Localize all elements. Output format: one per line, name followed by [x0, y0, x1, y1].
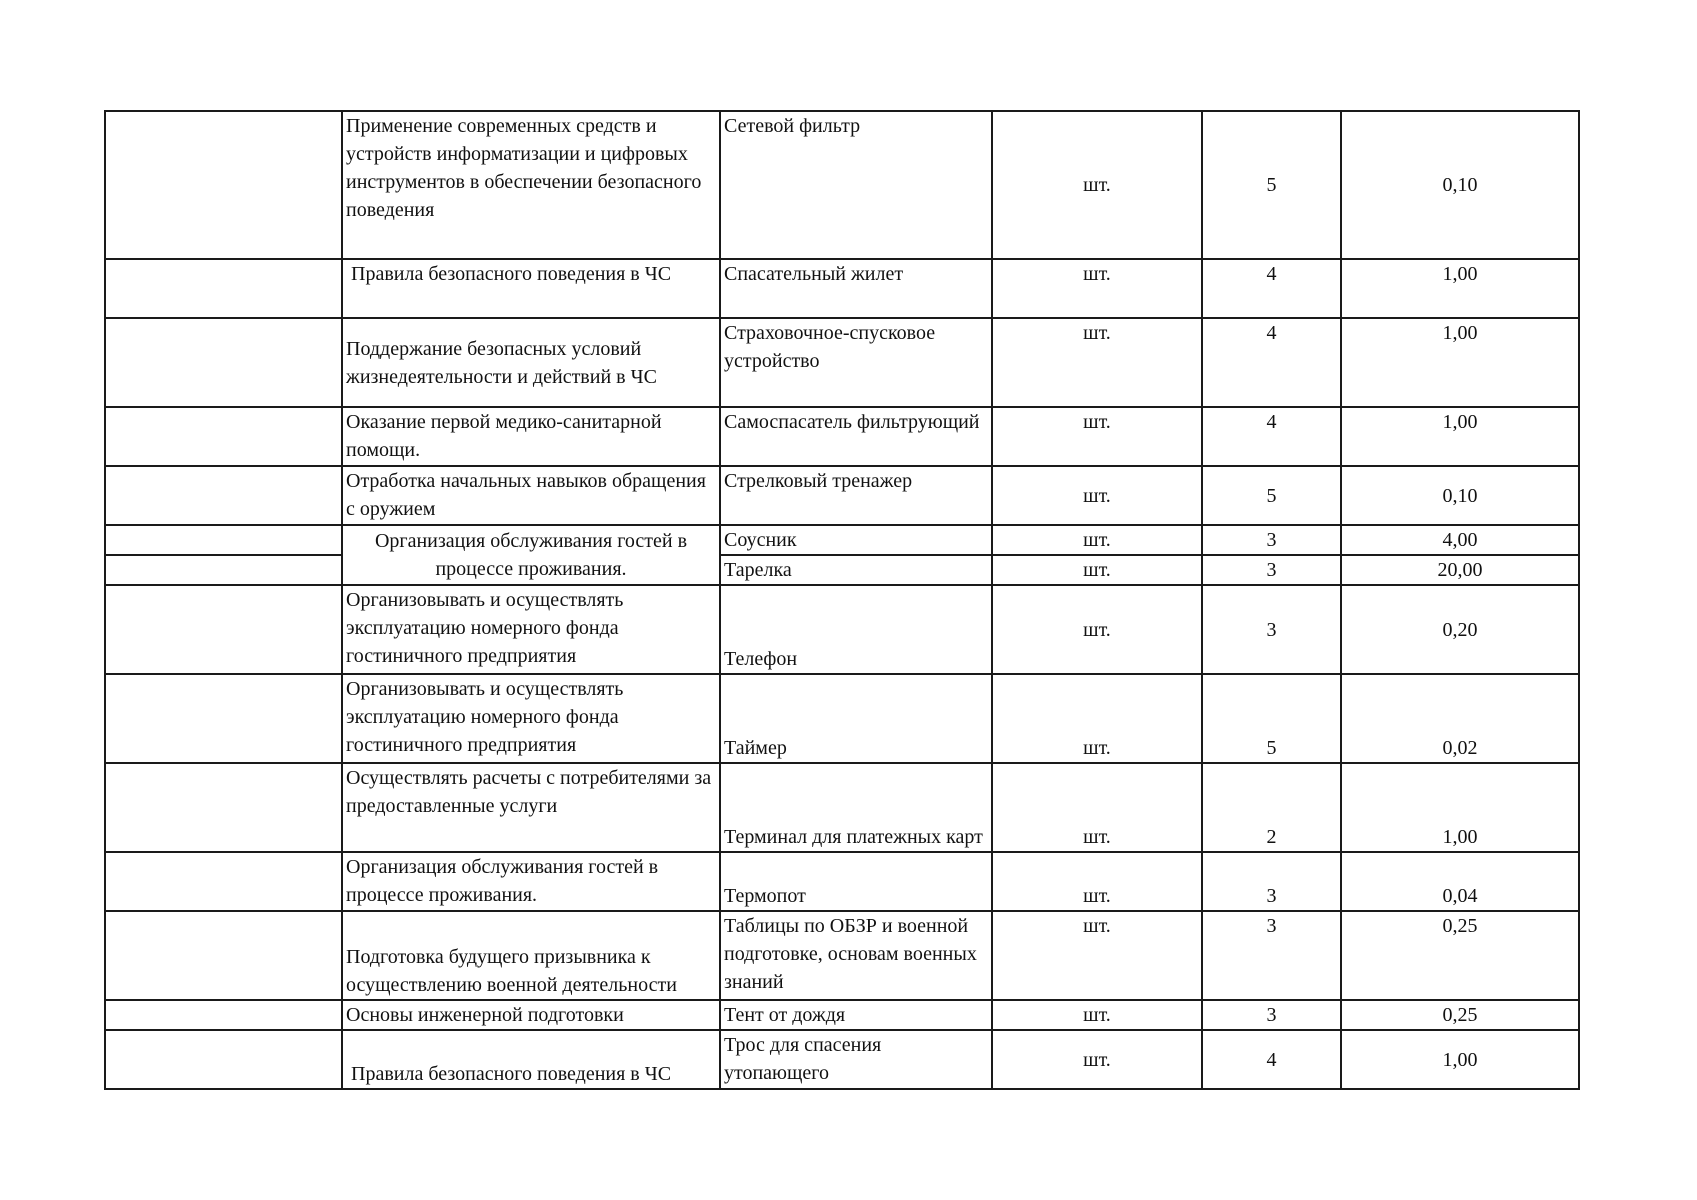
- item-cell: Терминал для платежных карт: [720, 763, 992, 852]
- row-empty-cell: [105, 525, 342, 555]
- norm-cell: 0,10: [1341, 466, 1579, 525]
- section-cell: Правила безопасного поведения в ЧС: [342, 1030, 720, 1089]
- norm-cell: 1,00: [1341, 259, 1579, 318]
- table-row: [105, 466, 1579, 525]
- section-cell: Поддержание безопасных условий жизнедеятельности и действий в ЧС: [342, 318, 720, 407]
- section-cell: Правила безопасного поведения в ЧС: [342, 259, 720, 318]
- row-empty-cell: [105, 111, 342, 259]
- unit-cell: шт.: [992, 1000, 1202, 1030]
- row-empty-cell: [105, 407, 342, 466]
- item-cell: Таймер: [720, 674, 992, 763]
- table-row: [105, 525, 1579, 555]
- table-row: [105, 911, 1579, 1000]
- qty-cell: 3: [1202, 585, 1341, 674]
- section-cell: Отработка начальных навыков обращения с оружием: [342, 466, 720, 525]
- norm-cell: 0,04: [1341, 852, 1579, 911]
- qty-cell: 5: [1202, 111, 1341, 259]
- unit-cell: шт.: [992, 674, 1202, 763]
- qty-cell: 4: [1202, 259, 1341, 318]
- item-cell: Страховочное-спусковое устройство: [720, 318, 992, 407]
- qty-cell: 3: [1202, 525, 1341, 555]
- table-row: [105, 407, 1579, 466]
- item-cell: Трос для спасения утопающего: [720, 1030, 992, 1089]
- row-empty-cell: [105, 763, 342, 852]
- unit-cell: шт.: [992, 555, 1202, 585]
- item-cell: Тент от дождя: [720, 1000, 992, 1030]
- table-row: [105, 555, 1579, 585]
- unit-cell: шт.: [992, 763, 1202, 852]
- norm-cell: 0,10: [1341, 111, 1579, 259]
- table-row: [105, 585, 1579, 674]
- row-empty-cell: [105, 318, 342, 407]
- norm-cell: 1,00: [1341, 1030, 1579, 1089]
- unit-cell: шт.: [992, 1030, 1202, 1089]
- section-cell: Осуществлять расчеты с потребителями за предоставленные услуги: [342, 763, 720, 852]
- unit-cell: шт.: [992, 111, 1202, 259]
- item-cell: Самоспасатель фильтрующий: [720, 407, 992, 466]
- unit-cell: шт.: [992, 466, 1202, 525]
- qty-cell: 4: [1202, 318, 1341, 407]
- item-cell: Термопот: [720, 852, 992, 911]
- section-cell: Организация обслуживания гостей в процессе проживания.: [342, 525, 720, 585]
- qty-cell: 3: [1202, 852, 1341, 911]
- unit-cell: шт.: [992, 259, 1202, 318]
- row-empty-cell: [105, 466, 342, 525]
- equipment-table-page: [104, 110, 1578, 1090]
- section-cell: Организовывать и осуществлять эксплуатацию номерного фонда гостиничного предприятия: [342, 674, 720, 763]
- row-empty-cell: [105, 911, 342, 1000]
- row-empty-cell: [105, 1030, 342, 1089]
- qty-cell: 3: [1202, 1000, 1341, 1030]
- equipment-table: [104, 110, 1580, 1090]
- norm-cell: 1,00: [1341, 763, 1579, 852]
- norm-cell: 1,00: [1341, 407, 1579, 466]
- norm-cell: 0,25: [1341, 911, 1579, 1000]
- norm-cell: 20,00: [1341, 555, 1579, 585]
- norm-cell: 1,00: [1341, 318, 1579, 407]
- table-row: [105, 1030, 1579, 1089]
- section-cell: Организовывать и осуществлять эксплуатацию номерного фонда гостиничного предприятия: [342, 585, 720, 674]
- table-row: [105, 111, 1579, 259]
- row-empty-cell: [105, 555, 342, 585]
- row-empty-cell: [105, 674, 342, 763]
- unit-cell: шт.: [992, 911, 1202, 1000]
- section-cell: Организация обслуживания гостей в процессе проживания.: [342, 852, 720, 911]
- qty-cell: 2: [1202, 763, 1341, 852]
- item-cell: Спасательный жилет: [720, 259, 992, 318]
- table-row: [105, 763, 1579, 852]
- item-cell: Телефон: [720, 585, 992, 674]
- section-cell: Основы инженерной подготовки: [342, 1000, 720, 1030]
- section-cell: Оказание первой медико-санитарной помощи.: [342, 407, 720, 466]
- qty-cell: 5: [1202, 674, 1341, 763]
- norm-cell: 0,20: [1341, 585, 1579, 674]
- qty-cell: 3: [1202, 911, 1341, 1000]
- qty-cell: 4: [1202, 407, 1341, 466]
- item-cell: Соусник: [720, 525, 992, 555]
- row-empty-cell: [105, 852, 342, 911]
- row-empty-cell: [105, 259, 342, 318]
- item-cell: Таблицы по ОБЗР и военной подготовке, основам военных знаний: [720, 911, 992, 1000]
- qty-cell: 5: [1202, 466, 1341, 525]
- item-cell: Стрелковый тренажер: [720, 466, 992, 525]
- table-row: [105, 852, 1579, 911]
- section-cell: Подготовка будущего призывника к осуществлению военной деятельности: [342, 911, 720, 1000]
- row-empty-cell: [105, 585, 342, 674]
- table-row: [105, 259, 1579, 318]
- unit-cell: шт.: [992, 852, 1202, 911]
- unit-cell: шт.: [992, 407, 1202, 466]
- qty-cell: 3: [1202, 555, 1341, 585]
- table-row: [105, 318, 1579, 407]
- norm-cell: 0,25: [1341, 1000, 1579, 1030]
- table-row: [105, 674, 1579, 763]
- unit-cell: шт.: [992, 525, 1202, 555]
- table-row: [105, 1000, 1579, 1030]
- row-empty-cell: [105, 1000, 342, 1030]
- item-cell: Сетевой фильтр: [720, 111, 992, 259]
- section-cell: Применение современных средств и устройств информатизации и цифровых инструментов в обеспечении безопасного поведения: [342, 111, 720, 259]
- norm-cell: 4,00: [1341, 525, 1579, 555]
- item-cell: Тарелка: [720, 555, 992, 585]
- qty-cell: 4: [1202, 1030, 1341, 1089]
- unit-cell: шт.: [992, 585, 1202, 674]
- norm-cell: 0,02: [1341, 674, 1579, 763]
- unit-cell: шт.: [992, 318, 1202, 407]
